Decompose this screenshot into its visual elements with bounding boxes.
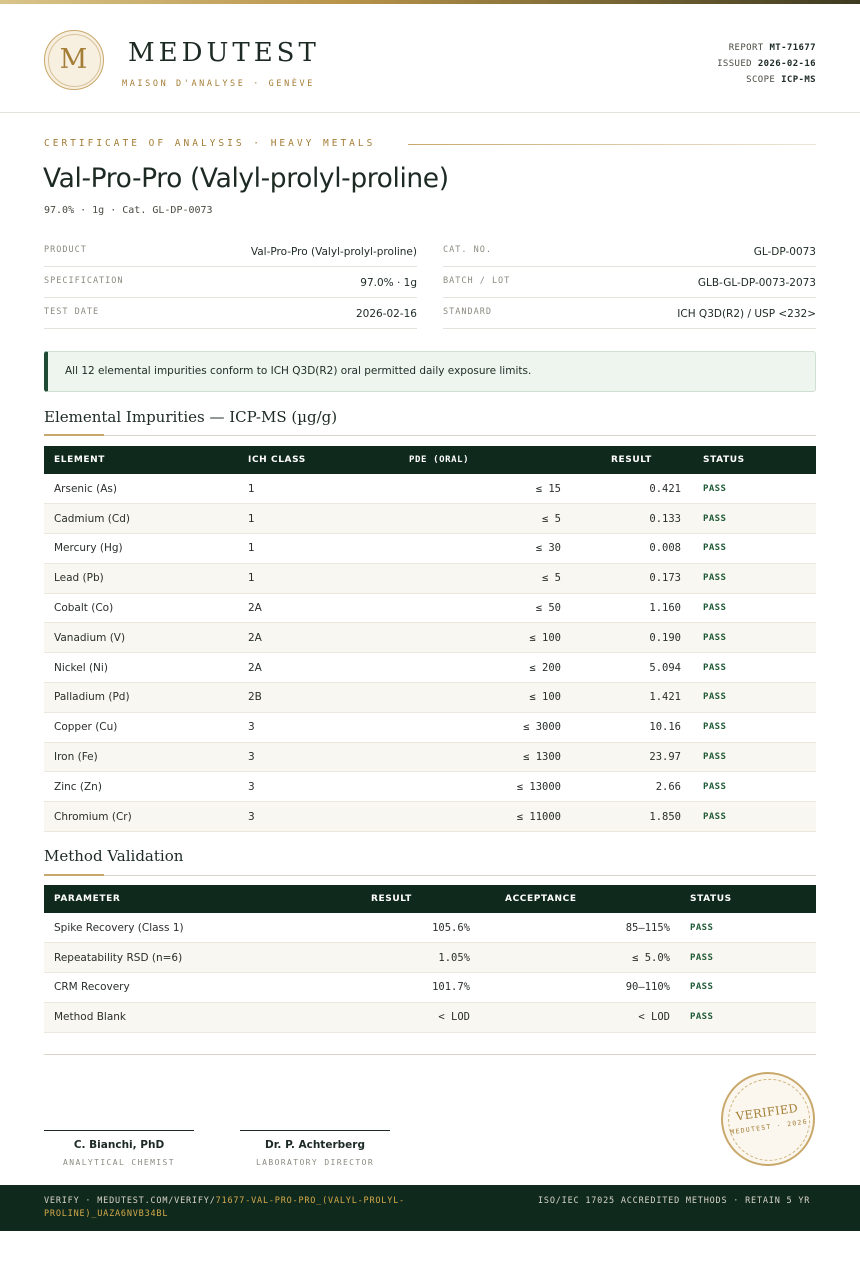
class-cell: 3 — [238, 772, 385, 802]
column-header: RESULT — [329, 885, 485, 913]
result-cell: 10.16 — [569, 712, 691, 742]
result-cell: 1.421 — [569, 683, 691, 713]
column-header: STATUS — [680, 885, 816, 913]
pde-cell: ≤ 13000 — [385, 772, 569, 802]
status-badge: PASS — [691, 653, 816, 683]
result-cell: 0.421 — [569, 474, 691, 504]
field-value: Val-Pro-Pro (Valyl-prolyl-proline) — [250, 246, 417, 258]
table-row — [44, 742, 816, 772]
table-row — [44, 474, 816, 504]
status-badge: PASS — [691, 593, 816, 623]
report-meta — [717, 40, 816, 88]
verify-prefix: VERIFY · MEDUTEST.COM/VERIFY/ — [44, 1196, 216, 1206]
element-cell: Chromium (Cr) — [44, 802, 238, 832]
field-value: GL-DP-0073 — [753, 246, 816, 258]
eyebrow-divider — [408, 144, 816, 145]
brand-name: MEDUTEST — [128, 38, 320, 68]
pde-cell: ≤ 5 — [385, 504, 569, 534]
class-cell: 2B — [238, 683, 385, 713]
signature-analyst — [44, 1130, 194, 1167]
brand-logo — [44, 30, 104, 90]
field-specification — [44, 267, 417, 298]
pde-cell: ≤ 30 — [385, 534, 569, 564]
product-subtitle: 97.0% · 1g · Cat. GL-DP-0073 — [44, 205, 213, 216]
status-badge: PASS — [680, 913, 816, 943]
section-accent — [44, 434, 104, 436]
pde-cell: ≤ 11000 — [385, 802, 569, 832]
column-header: ACCEPTANCE — [485, 885, 680, 913]
pde-cell: ≤ 3000 — [385, 712, 569, 742]
status-badge: PASS — [691, 563, 816, 593]
result-cell: 0.133 — [569, 504, 691, 534]
table-row — [44, 973, 816, 1003]
accreditation-note: ISO/IEC 17025 ACCREDITED METHODS · RETAIN 5 YR — [538, 1196, 811, 1206]
seal-text: VERIFIED — [735, 1100, 799, 1124]
column-header: ELEMENT — [44, 446, 238, 474]
field-value: 97.0% · 1g — [360, 277, 417, 289]
pde-cell: ≤ 1300 — [385, 742, 569, 772]
footer-bar — [0, 1185, 860, 1231]
acceptance-cell: 90–110% — [485, 973, 680, 1003]
element-cell: Zinc (Zn) — [44, 772, 238, 802]
result-cell: < LOD — [329, 1002, 485, 1032]
issued-label: ISSUED — [717, 59, 752, 69]
element-cell: Nickel (Ni) — [44, 653, 238, 683]
signatory-role: LABORATORY DIRECTOR — [255, 1158, 375, 1167]
result-cell: 0.190 — [569, 623, 691, 653]
table-row — [44, 593, 816, 623]
table-row — [44, 563, 816, 593]
result-cell: 5.094 — [569, 653, 691, 683]
class-cell: 1 — [238, 504, 385, 534]
verify-link[interactable] — [44, 1195, 444, 1220]
seal-subtext: MEDUTEST · 2026 — [729, 1117, 809, 1137]
verified-seal — [715, 1066, 821, 1172]
column-header: PDE (ORAL) — [385, 446, 569, 474]
class-cell: 2A — [238, 623, 385, 653]
signature-director — [240, 1130, 390, 1167]
class-cell: 3 — [238, 742, 385, 772]
signatory-name: C. Bianchi, PhD — [73, 1139, 165, 1151]
eyebrow-row — [44, 138, 816, 152]
column-header: ICH CLASS — [238, 446, 385, 474]
field-value: 2026-02-16 — [355, 308, 417, 320]
status-badge: PASS — [691, 534, 816, 564]
parameter-cell: Repeatability RSD (n=6) — [44, 943, 329, 973]
element-cell: Copper (Cu) — [44, 712, 238, 742]
table-row — [44, 712, 816, 742]
result-cell: 2.66 — [569, 772, 691, 802]
signatory-role: ANALYTICAL CHEMIST — [63, 1158, 175, 1167]
product-title: Val-Pro-Pro (Valyl-prolyl-proline) — [43, 163, 449, 194]
table-row — [44, 1002, 816, 1032]
table-row — [44, 683, 816, 713]
result-cell: 1.05% — [329, 943, 485, 973]
pde-cell: ≤ 100 — [385, 683, 569, 713]
section-divider — [44, 875, 816, 876]
result-cell: 0.173 — [569, 563, 691, 593]
verify-url[interactable]: 71677-VAL-PRO-PRO_(VALYL-PROLYL-PROLINE)_UAZA6NVB34BL — [44, 1196, 405, 1219]
field-standard — [443, 298, 816, 329]
class-cell: 3 — [238, 802, 385, 832]
status-badge: PASS — [691, 712, 816, 742]
class-cell: 1 — [238, 474, 385, 504]
field-value: ICH Q3D(R2) / USP <232> — [677, 308, 816, 320]
class-cell: 2A — [238, 593, 385, 623]
result-cell: 1.160 — [569, 593, 691, 623]
result-cell: 23.97 — [569, 742, 691, 772]
field-product — [44, 236, 417, 267]
table-row — [44, 802, 816, 832]
conformance-notice — [44, 351, 816, 392]
pde-cell: ≤ 5 — [385, 563, 569, 593]
element-cell: Cadmium (Cd) — [44, 504, 238, 534]
content-end-divider — [44, 1054, 816, 1055]
result-cell: 0.008 — [569, 534, 691, 564]
logo-letter: M — [59, 44, 88, 75]
acceptance-cell: ≤ 5.0% — [485, 943, 680, 973]
status-badge: PASS — [680, 943, 816, 973]
parameter-cell: Method Blank — [44, 1002, 329, 1032]
scope-label: SCOPE — [746, 75, 776, 85]
column-header: PARAMETER — [44, 885, 329, 913]
section-divider — [44, 435, 816, 436]
table-row — [44, 943, 816, 973]
element-cell: Iron (Fe) — [44, 742, 238, 772]
result-cell: 101.7% — [329, 973, 485, 1003]
section-accent — [44, 874, 104, 876]
field-label: SPECIFICATION — [44, 276, 124, 286]
parameter-cell: CRM Recovery — [44, 973, 329, 1003]
result-cell: 105.6% — [329, 913, 485, 943]
field-label: STANDARD — [443, 307, 492, 317]
field-label: TEST DATE — [44, 307, 100, 317]
table-row — [44, 534, 816, 564]
result-cell: 1.850 — [569, 802, 691, 832]
class-cell: 1 — [238, 563, 385, 593]
status-badge: PASS — [691, 504, 816, 534]
pde-cell: ≤ 50 — [385, 593, 569, 623]
field-value: GLB-GL-DP-0073-2073 — [697, 277, 816, 289]
table-row — [44, 623, 816, 653]
field-label: CAT. NO. — [443, 245, 492, 255]
report-label: REPORT — [728, 43, 764, 53]
element-cell: Lead (Pb) — [44, 563, 238, 593]
acceptance-cell: < LOD — [485, 1002, 680, 1032]
status-badge: PASS — [691, 623, 816, 653]
column-header: STATUS — [691, 446, 816, 474]
validation-section-title: Method Validation — [44, 847, 184, 865]
element-cell: Cobalt (Co) — [44, 593, 238, 623]
status-badge: PASS — [680, 1002, 816, 1032]
class-cell: 1 — [238, 534, 385, 564]
document-eyebrow: CERTIFICATE OF ANALYSIS · HEAVY METALS — [44, 138, 376, 149]
impurities-table — [44, 446, 816, 832]
field-test-date — [44, 298, 417, 329]
status-badge: PASS — [691, 802, 816, 832]
element-cell: Palladium (Pd) — [44, 683, 238, 713]
report-number: MT-71677 — [769, 43, 816, 53]
element-cell: Mercury (Hg) — [44, 534, 238, 564]
field-label: PRODUCT — [44, 245, 87, 255]
signatory-name: Dr. P. Achterberg — [265, 1139, 365, 1151]
impurities-section-title: Elemental Impurities — ICP-MS (µg/g) — [44, 408, 338, 426]
table-row — [44, 653, 816, 683]
status-badge: PASS — [691, 683, 816, 713]
pde-cell: ≤ 15 — [385, 474, 569, 504]
table-row — [44, 913, 816, 943]
status-badge: PASS — [680, 973, 816, 1003]
table-row — [44, 772, 816, 802]
issued-date: 2026-02-16 — [757, 59, 816, 69]
notice-text: All 12 elemental impurities conform to ICH Q3D(R2) oral permitted daily exposure limits. — [65, 365, 532, 377]
scope-value: ICP-MS — [781, 75, 816, 85]
class-cell: 2A — [238, 653, 385, 683]
pde-cell: ≤ 200 — [385, 653, 569, 683]
table-row — [44, 504, 816, 534]
validation-table — [44, 885, 816, 1033]
status-badge: PASS — [691, 772, 816, 802]
status-badge: PASS — [691, 742, 816, 772]
table-header-row — [44, 885, 816, 913]
class-cell: 3 — [238, 712, 385, 742]
parameter-cell: Spike Recovery (Class 1) — [44, 913, 329, 943]
element-cell: Arsenic (As) — [44, 474, 238, 504]
field-label: BATCH / LOT — [443, 276, 511, 286]
pde-cell: ≤ 100 — [385, 623, 569, 653]
field-batch-lot — [443, 267, 816, 298]
element-cell: Vanadium (V) — [44, 623, 238, 653]
column-header: RESULT — [569, 446, 691, 474]
status-badge: PASS — [691, 474, 816, 504]
report-header — [0, 4, 860, 113]
field-cat-no — [443, 236, 816, 267]
brand-tagline: MAISON D'ANALYSE · GENÈVE — [122, 79, 315, 89]
table-header-row — [44, 446, 816, 474]
acceptance-cell: 85–115% — [485, 913, 680, 943]
